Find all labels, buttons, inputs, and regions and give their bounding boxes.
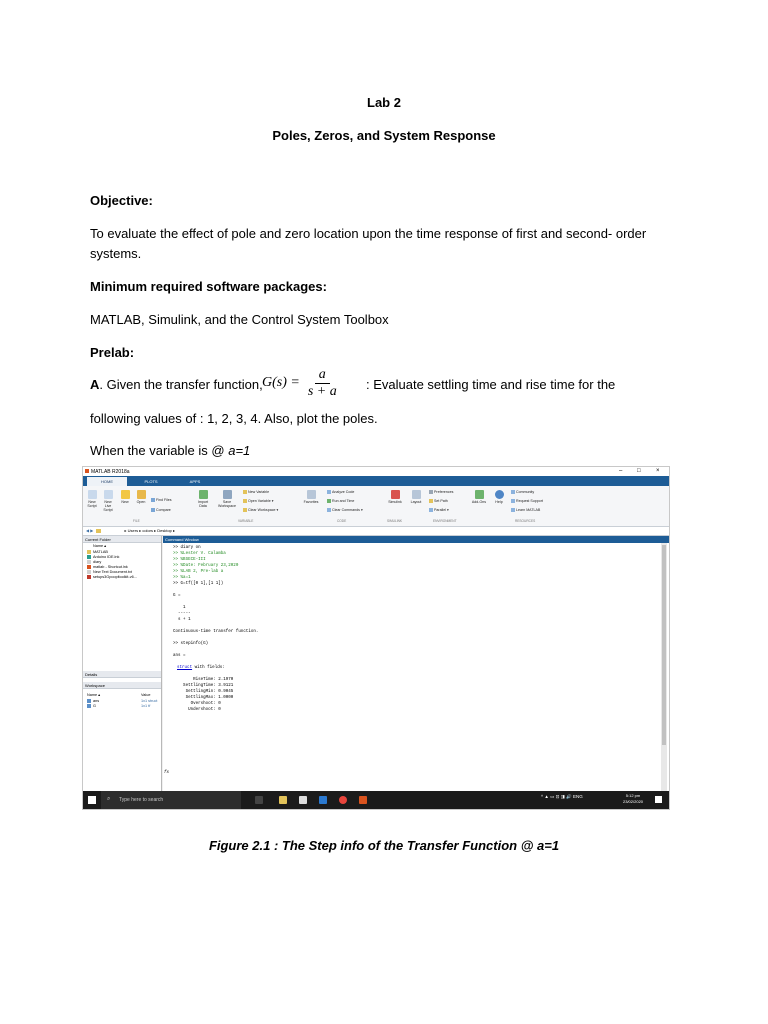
formula-fraction [304,367,341,400]
formula-numerator: a [315,367,330,384]
minimize-button[interactable]: – [619,468,623,474]
new-script-button[interactable]: New Script [85,490,99,508]
text-file-icon [87,570,91,574]
file-item[interactable]: MATLAB [87,550,108,555]
tf-icon [87,704,91,708]
new-live-script-icon [104,490,113,499]
shortcut-icon [87,555,91,559]
tab-apps[interactable]: APPS [189,479,201,484]
folder-icon [87,550,91,554]
community-icon [511,490,515,494]
taskbar-search-input[interactable]: Type here to search [101,791,241,809]
simulink-button[interactable]: Simulink [387,490,403,504]
search-icon: ⌕ [107,796,111,802]
command-window-scrollbar[interactable] [661,543,667,793]
find-files-button[interactable]: Find Files [151,498,172,502]
close-button[interactable]: × [656,468,660,474]
command-line: ----- [173,612,191,616]
command-prompt[interactable]: fx [164,771,170,775]
struct-icon [87,699,91,703]
find-files-icon [151,498,155,502]
import-data-icon [199,490,208,499]
document-subtitle: Poles, Zeros, and System Response [272,128,496,143]
command-line: >> %a=1 [173,576,191,580]
task-view-icon[interactable] [255,796,263,804]
save-workspace-button[interactable]: Save Workspace [217,490,237,508]
tab-plots[interactable]: PLOTS [144,479,158,484]
command-line: Overshoot: 0 [173,702,221,706]
workspace-var-value: 1x1 struct [141,699,158,703]
open-folder-icon [137,490,146,499]
formula-denominator: s + a [307,383,337,399]
learn-matlab-icon [511,508,515,512]
file-icon [87,560,91,564]
packages-text: MATLAB, Simulink, and the Control System Toolbox [90,312,389,327]
group-label-environment: ENVIRONMENT [433,519,457,523]
back-icon[interactable]: ◀ [86,528,90,533]
scrollbar-thumb[interactable] [662,545,666,745]
packages-heading: Minimum required software packages: [90,279,327,294]
group-label-code: CODE [337,519,347,523]
details-header[interactable]: Details [83,671,161,678]
command-line [177,666,225,671]
set-path-button[interactable]: Set Path [429,499,448,503]
preferences-icon [429,490,433,494]
forward-icon[interactable]: ▶ [90,528,94,533]
prelab-text-3: following values of : 1, 2, 3, 4. Also, plot the poles. [90,411,378,426]
workspace-column-name[interactable]: Name ▴ [87,693,101,697]
command-line: >> %Date: February 23,2020 [173,564,239,568]
run-and-time-button[interactable]: Run and Time [327,499,354,503]
group-label-simulink: SIMULINK [387,519,403,523]
prelab-heading: Prelab: [90,345,135,360]
set-path-icon [429,499,433,503]
community-link[interactable]: Community [511,490,534,494]
file-item[interactable]: matlab - Shortcut.lnk [87,565,128,570]
new-variable-icon [243,490,247,494]
layout-button[interactable]: Layout [409,490,423,504]
command-line: >> %BSECE-III [173,558,206,562]
command-line: >> G=tf([0 1],[1 1]) [173,582,224,586]
folder-up-icon[interactable] [96,529,101,533]
favorites-icon [307,490,316,499]
variable-text: When the variable is @ [90,443,225,458]
clock-date: 23/02/2020 [623,799,644,804]
objective-text-line1: To evaluate the effect of pole and zero location upon the time response of first and second- order [90,226,647,241]
preferences-button[interactable]: Preferences [429,490,453,494]
ribbon-tabs [83,476,669,486]
command-line: Continuous-time transfer function. [173,630,259,634]
system-tray[interactable]: ^ ▲ ▭ ⊡ ◨ 🔊 ENG [541,794,583,799]
workspace-header: Workspace [83,682,161,689]
prelab-line [90,377,263,392]
file-item[interactable]: Arduino IDE.lnk [87,555,119,560]
mail-icon[interactable] [319,796,327,804]
workspace-var-name[interactable]: G [87,704,96,709]
command-window[interactable] [163,536,669,791]
command-window-header: Command Window [163,536,669,543]
workspace-var-value: 1x1 tf [141,704,151,708]
command-line: >> %Lester V. Calamba [173,552,226,556]
add-ons-button[interactable]: Add-Ons [471,490,487,504]
command-line: SettlingMax: 1.0000 [173,696,234,700]
simulink-icon [391,490,400,499]
new-variable-button[interactable]: New Variable [243,490,269,494]
prelab-text-2: : Evaluate settling time and rise time for the [366,377,616,392]
new-button[interactable]: New [119,490,131,504]
analyze-code-button[interactable]: Analyze Code [327,490,354,494]
figure-caption: Figure 2.1 : The Step info of the Transfer Function @ a=1 [208,838,560,853]
request-support-icon [511,499,515,503]
file-item[interactable]: New Text Document.txt [87,570,132,575]
command-line: >> %LAB 2, Pre-lab a [173,570,224,574]
maximize-button[interactable]: □ [637,468,641,474]
clear-workspace-icon [243,508,247,512]
new-live-script-button[interactable]: New Live Script [101,490,115,512]
parallel-button[interactable]: Parallel ▾ [429,508,449,512]
prelab-text-1: . Given the transfer function, [99,377,263,392]
matlab-logo-icon [85,469,89,473]
group-label-variable: VARIABLE [238,519,254,523]
command-line: SettlingTime: 3.9121 [173,684,234,688]
parallel-icon [429,508,433,512]
layout-icon [412,490,421,499]
command-line: RiseTime: 2.1970 [173,678,234,682]
objective-heading: Objective: [90,193,153,208]
learn-matlab-link[interactable]: Learn MATLAB [511,508,540,512]
request-support-link[interactable]: Request Support [511,499,543,503]
command-line: s + 1 [173,618,191,622]
chrome-icon[interactable] [339,796,347,804]
address-path: ▸ Users ▸ colors ▸ Desktop ▸ [124,528,176,533]
file-item[interactable]: setups3Gpoopltoolkit-v6... [87,575,137,580]
matlab-shortcut-icon [87,565,91,569]
workspace-column-value[interactable]: Value [141,693,151,697]
command-line: G = [173,594,181,598]
clock-time: 5:12 pm [625,793,641,798]
group-label-file: FILE [133,519,140,523]
folder-column-header[interactable]: Name ▴ [93,544,107,548]
struct-link[interactable]: struct [177,666,193,670]
taskbar-clock[interactable] [623,793,643,805]
analyze-code-icon [327,490,331,494]
objective-text-line2: systems. [90,246,142,261]
favorites-button[interactable]: Favorites [303,490,319,504]
import-data-button[interactable]: Import Data [195,490,211,508]
command-line: >> stepinfo(G) [173,642,209,646]
group-label-resources: RESOURCES [515,519,536,523]
variable-value: a=1 [228,443,251,458]
address-bar[interactable] [83,527,669,536]
open-variable-button[interactable]: Open Variable ▾ [243,499,274,503]
add-ons-icon [475,490,484,499]
help-button[interactable]: Help [493,490,505,504]
installer-icon [87,575,91,579]
current-folder-panel [83,536,162,800]
matlab-taskbar-icon[interactable] [359,796,367,804]
open-variable-icon [243,499,247,503]
variable-line [90,443,250,458]
file-item[interactable]: diary [87,560,101,565]
compare-icon [151,508,155,512]
command-line: SettlingMin: 0.9045 [173,690,234,694]
current-folder-header: Current Folder [83,536,161,543]
command-line: >> diary on [173,546,201,550]
clear-workspace-button[interactable]: Clear Workspace ▾ [243,508,278,512]
clear-commands-button[interactable]: Clear Commands ▾ [327,508,363,512]
new-script-icon [88,490,97,499]
windows-start-icon[interactable] [88,796,96,804]
windows-taskbar [83,791,669,809]
workspace-var-name[interactable]: ans [87,699,99,704]
help-icon [495,490,504,499]
run-and-time-icon [327,499,331,503]
transfer-function-formula [262,366,341,400]
ribbon-toolbar [83,486,669,527]
command-line: 1 [173,606,186,610]
prelab-label: A [90,377,100,392]
new-icon [121,490,130,499]
matlab-screenshot [82,466,670,810]
formula-lhs: G(s) = [262,375,300,390]
lab-title: Lab 2 [367,95,401,110]
command-line: ans = [173,654,186,658]
store-icon[interactable] [299,796,307,804]
compare-button[interactable]: Compare [151,508,171,512]
matlab-titlebar [83,467,669,476]
save-workspace-icon [223,490,232,499]
open-button[interactable]: Open [135,490,147,504]
file-explorer-icon[interactable] [279,796,287,804]
tab-home[interactable]: HOME [87,477,127,486]
clear-commands-icon [327,508,331,512]
struct-suffix: with fields: [192,666,225,670]
notification-icon[interactable] [655,796,662,803]
command-line: Undershoot: 0 [173,708,221,712]
window-title: MATLAB R2018a [91,469,130,475]
